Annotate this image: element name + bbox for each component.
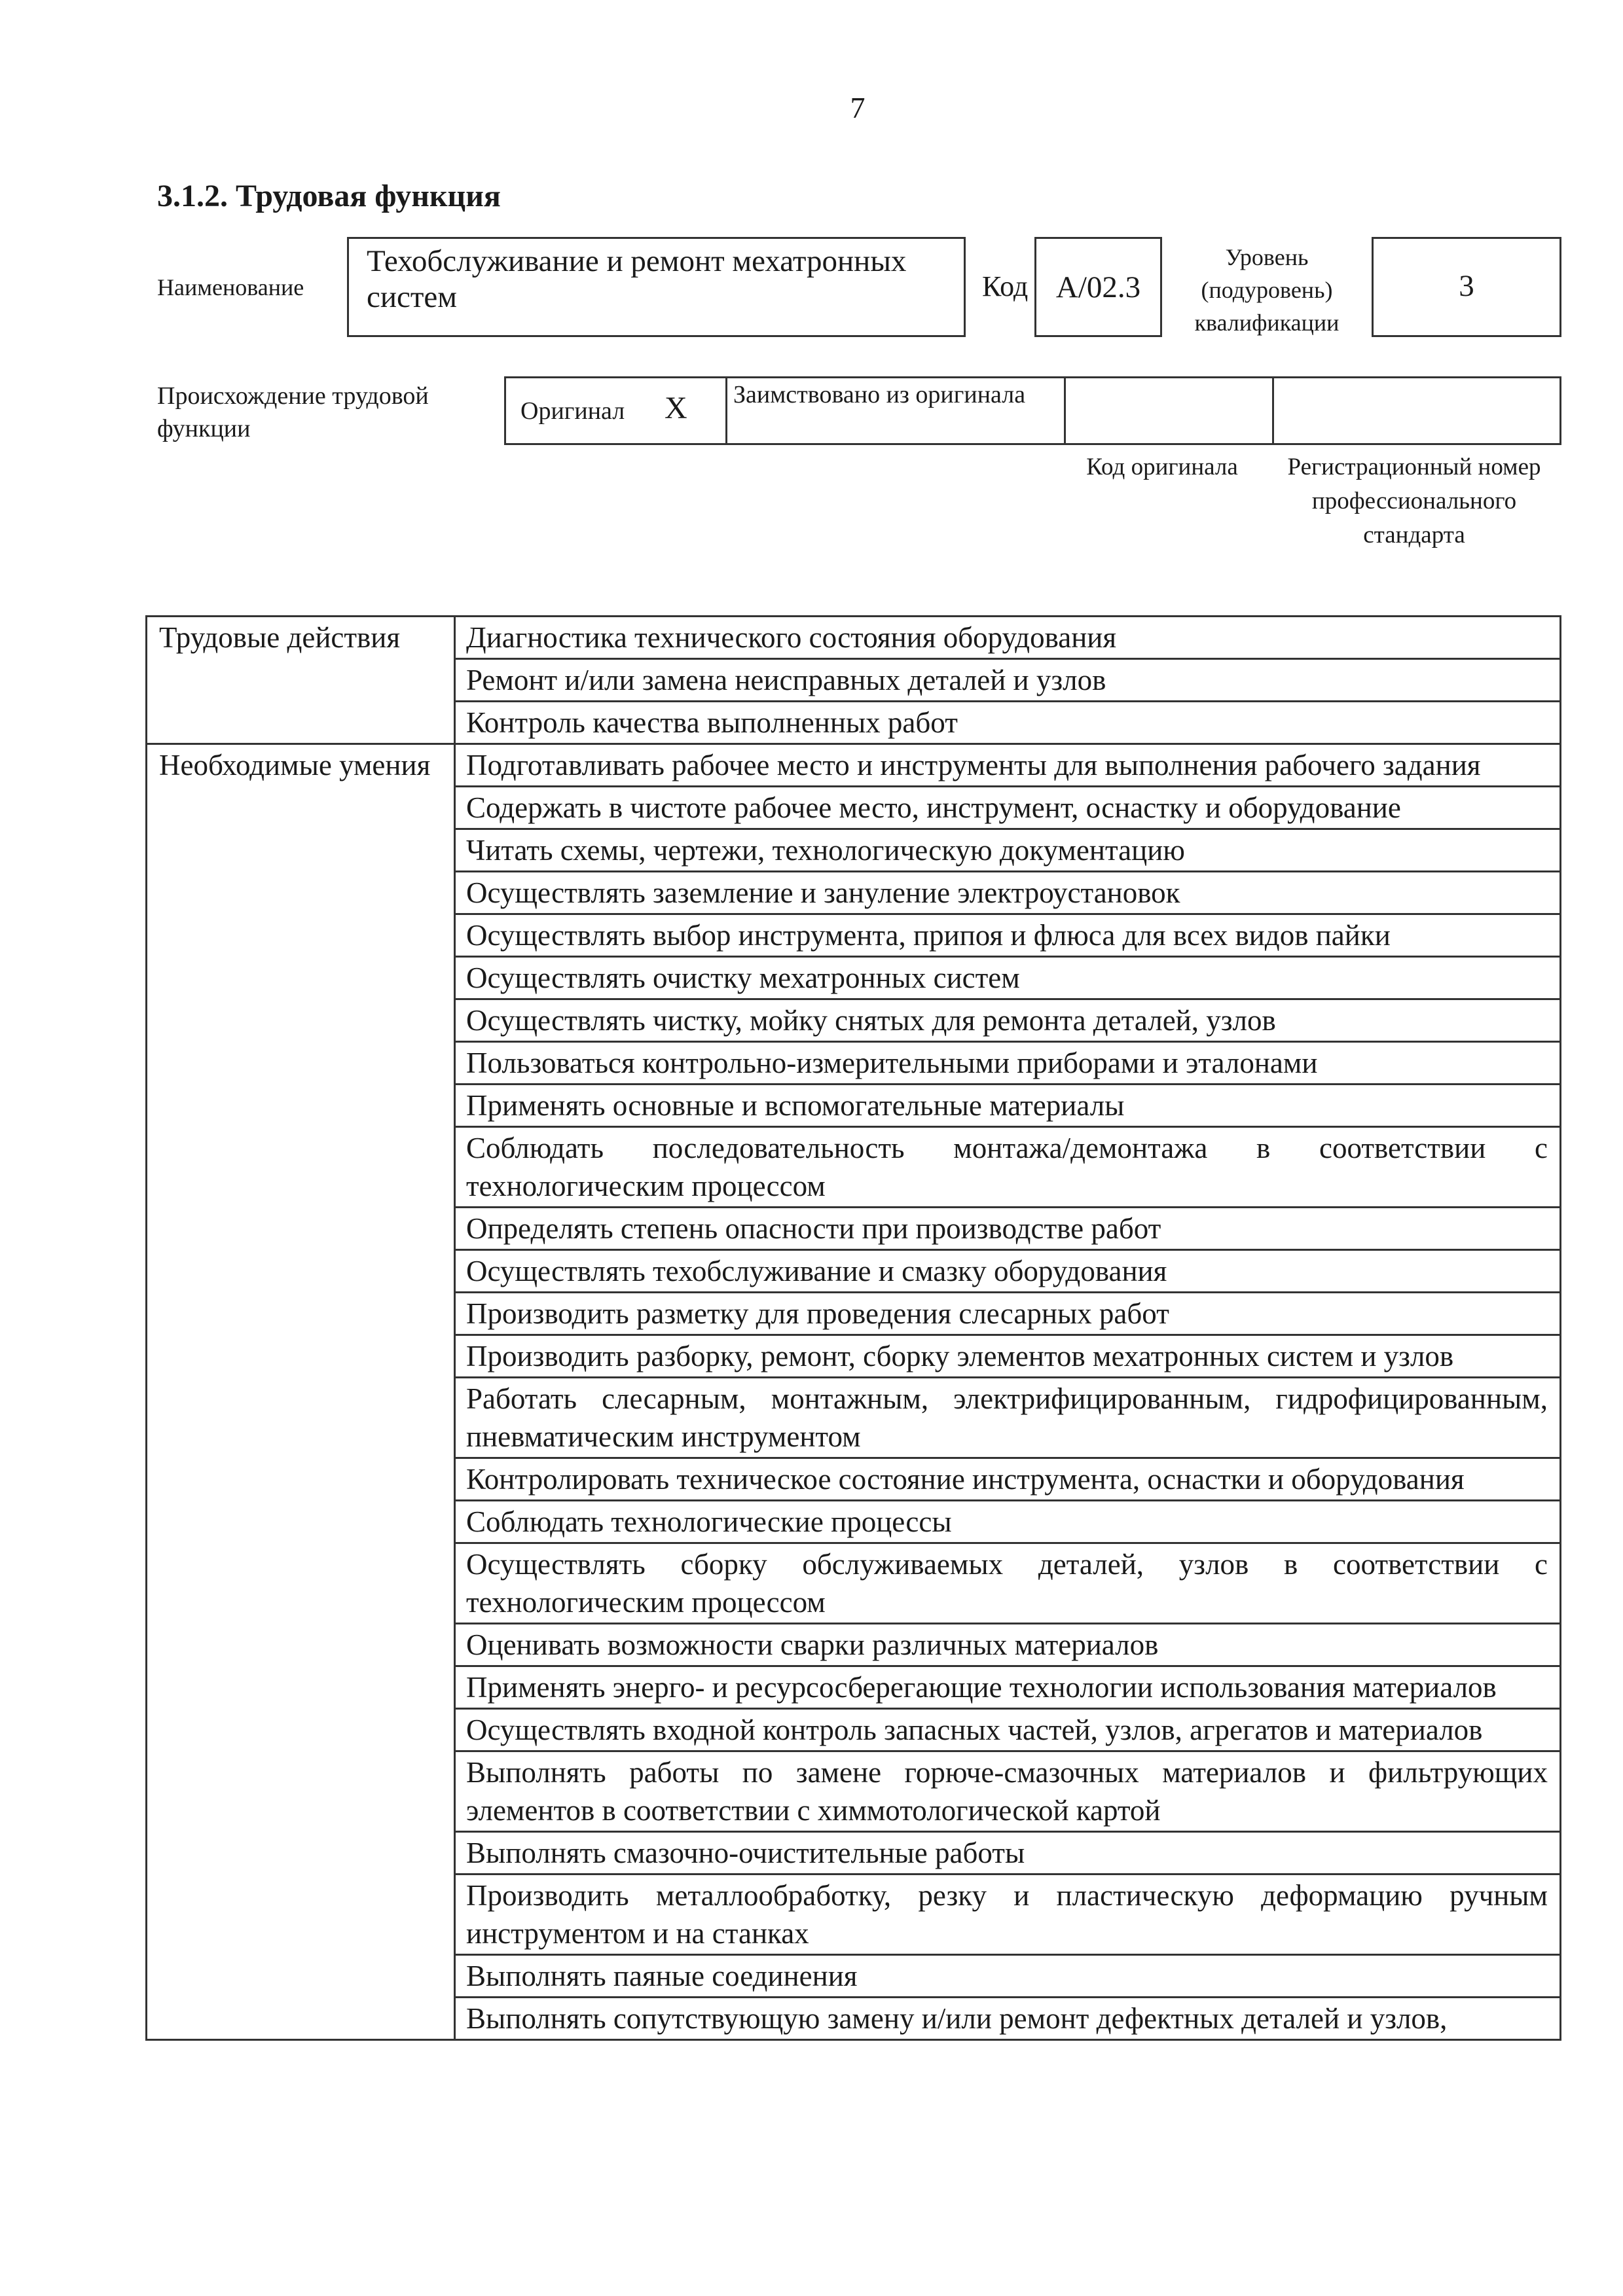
reg-number-label: Регистрационный номер профессионального стандарта bbox=[1287, 454, 1541, 548]
table-cell: Контроль качества выполненных работ bbox=[455, 702, 1561, 744]
original-mark: X bbox=[665, 391, 687, 425]
table-row bbox=[147, 744, 1561, 787]
table-cell: Осуществлять техобслуживание и смазку оборудования bbox=[455, 1250, 1561, 1293]
table-cell: Определять степень опасности при производстве работ bbox=[455, 1208, 1561, 1250]
origin-separator bbox=[725, 378, 727, 443]
level-value: 3 bbox=[1459, 269, 1474, 303]
origin-label: Происхождение трудовой функции bbox=[157, 382, 429, 442]
level-label: Уровень (подуровень) квалификации bbox=[1194, 244, 1340, 336]
original-label: Оригинал bbox=[520, 397, 625, 425]
table-cell: Читать схемы, чертежи, технологическую документацию bbox=[455, 829, 1561, 872]
table-cell: Производить разборку, ремонт, сборку элементов мехатронных систем и узлов bbox=[455, 1335, 1561, 1378]
table-cell: Соблюдать последовательность монтажа/демонтажа в соответствии с технологическим процессом bbox=[455, 1127, 1561, 1208]
table-cell: Осуществлять чистку, мойку снятых для ремонта деталей, узлов bbox=[455, 999, 1561, 1042]
table-cell: Осуществлять входной контроль запасных частей, узлов, агрегатов и материалов bbox=[455, 1709, 1561, 1751]
table-cell: Производить металлообработку, резку и пластическую деформацию ручным инструментом и на станках bbox=[455, 1874, 1561, 1955]
code-original-label: Код оригинала bbox=[1086, 454, 1238, 480]
name-label: Наименование bbox=[157, 274, 304, 300]
labor-actions-heading: Трудовые действия bbox=[147, 617, 455, 744]
table-cell: Выполнять смазочно-очистительные работы bbox=[455, 1832, 1561, 1874]
table-cell: Выполнять сопутствующую замену и/или ремонт дефектных деталей и узлов, bbox=[455, 1998, 1561, 2040]
table-row bbox=[147, 617, 1561, 659]
table-cell: Осуществлять выбор инструмента, припоя и флюса для всех видов пайки bbox=[455, 914, 1561, 957]
table-cell: Применять энерго- и ресурсосберегающие технологии использования материалов bbox=[455, 1666, 1561, 1709]
table-cell: Ремонт и/или замена неисправных деталей и узлов bbox=[455, 659, 1561, 702]
table-cell: Содержать в чистоте рабочее место, инструмент, оснастку и оборудование bbox=[455, 787, 1561, 829]
code-value: А/02.3 bbox=[1055, 270, 1141, 304]
section-title: 3.1.2. Трудовая функция bbox=[157, 179, 501, 213]
origin-separator bbox=[1064, 378, 1066, 443]
table-cell: Выполнять работы по замене горюче-смазочных материалов и фильтрующих элементов в соответствии с химмотологической картой bbox=[455, 1751, 1561, 1832]
table-cell: Применять основные и вспомогательные материалы bbox=[455, 1085, 1561, 1127]
table-cell: Осуществлять очистку мехатронных систем bbox=[455, 957, 1561, 999]
table-cell: Производить разметку для проведения слесарных работ bbox=[455, 1293, 1561, 1335]
code-label: Код bbox=[982, 270, 1029, 302]
borrowed-label: Заимствовано из оригинала bbox=[733, 381, 1026, 408]
table-cell: Соблюдать технологические процессы bbox=[455, 1501, 1561, 1543]
function-table bbox=[145, 615, 1561, 2041]
table-cell: Пользоваться контрольно-измерительными приборами и эталонами bbox=[455, 1042, 1561, 1085]
required-skills-heading: Необходимые умения bbox=[147, 744, 455, 2040]
table-cell: Подготавливать рабочее место и инструменты для выполнения рабочего задания bbox=[455, 744, 1561, 787]
table-cell: Осуществлять сборку обслуживаемых деталей, узлов в соответствии с технологическим процессом bbox=[455, 1543, 1561, 1624]
table-cell: Работать слесарным, монтажным, электрифицированным, гидрофицированным, пневматическим инструментом bbox=[455, 1378, 1561, 1458]
table-cell: Контролировать техническое состояние инструмента, оснастки и оборудования bbox=[455, 1458, 1561, 1501]
table-cell: Оценивать возможности сварки различных материалов bbox=[455, 1624, 1561, 1666]
table-cell: Выполнять паяные соединения bbox=[455, 1955, 1561, 1998]
page-number: 7 bbox=[850, 91, 866, 124]
table-cell: Диагностика технического состояния оборудования bbox=[455, 617, 1561, 659]
table-cell: Осуществлять заземление и зануление электроустановок bbox=[455, 872, 1561, 914]
origin-separator bbox=[1272, 378, 1274, 443]
name-value: Техобслуживание и ремонт мехатронных систем bbox=[367, 244, 907, 314]
